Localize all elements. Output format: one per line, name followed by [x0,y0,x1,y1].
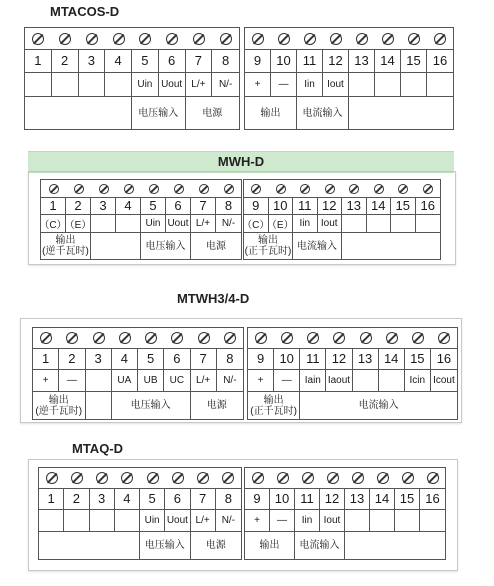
signal-label-11: Iain [300,370,326,392]
terminal-screw-icon [74,184,84,194]
signal-label-4 [116,215,141,233]
terminal-number-5: 5 [138,348,164,370]
section-title-mtwh: MTWH3/4-D [177,291,250,306]
terminal-number-10: 10 [270,488,295,510]
terminal-number-9: 9 [248,348,274,370]
terminal-number-12: 12 [320,488,345,510]
terminal-screw-icon [124,184,134,194]
signal-label-1 [25,73,52,97]
terminal-screw-icon [382,33,394,45]
terminal-number-1: 1 [33,348,59,370]
terminal-screw-icon [278,33,290,45]
terminal-number-9: 9 [245,49,271,73]
terminal-screw-icon [198,332,210,344]
terminal-number-2: 2 [66,197,91,215]
terminal-screw-icon [147,472,159,484]
terminal-screw-icon [93,332,105,344]
terminal-number-16: 16 [431,348,457,370]
terminal-screw-icon [434,33,446,45]
signal-label-1: + [33,370,59,392]
terminal-number-13: 13 [342,197,367,215]
terminal-number-7: 7 [191,348,217,370]
group-label: 输出 (逆千瓦时) [33,392,86,419]
terminal-number-14: 14 [375,49,401,73]
terminal-screw-icon [174,184,184,194]
signal-label-12: Iaout [326,370,352,392]
terminal-number-2: 2 [64,488,89,510]
signal-label-5: UB [138,370,164,392]
terminal-number-10: 10 [274,348,300,370]
terminal-screw-icon [222,472,234,484]
terminal-number-3: 3 [90,488,115,510]
terminal-screw-icon [199,184,209,194]
signal-label-2 [52,73,79,97]
terminal-number-15: 15 [395,488,420,510]
mtacos-d-right-terminal-block [244,27,454,130]
group-label: 电源 [206,240,226,252]
terminal-number-10: 10 [269,197,294,215]
terminal-screw-icon [356,33,368,45]
terminal-number-4: 4 [112,348,138,370]
terminal-screw-icon [438,332,450,344]
signal-label-15 [395,510,420,532]
group-label [345,532,445,559]
terminal-number-15: 15 [391,197,416,215]
terminal-screw-icon [325,184,335,194]
terminal-number-13: 13 [353,348,379,370]
signal-label-4 [105,73,132,97]
terminal-number-16: 16 [427,49,453,73]
terminal-screw-icon [166,33,178,45]
group-label: 输出 [245,532,295,559]
screw-row [245,468,445,489]
group-label: 电压输入 [112,392,191,419]
terminal-screw-icon [398,184,408,194]
signal-label-16: Icout [431,370,457,392]
terminal-number-6: 6 [166,197,191,215]
terminal-screw-icon [408,33,420,45]
terminal-screw-icon [66,332,78,344]
group-label [342,233,440,259]
signal-label-6: UC [164,370,190,392]
terminal-screw-icon [302,472,314,484]
terminal-screw-icon [71,472,83,484]
terminal-number-6: 6 [165,488,190,510]
signal-label-2 [64,510,89,532]
terminal-number-12: 12 [326,348,352,370]
signal-label-15 [401,73,427,97]
terminal-number-14: 14 [367,197,392,215]
terminal-screw-icon [307,332,319,344]
signal-label-15 [391,215,416,233]
terminal-screw-icon [327,472,339,484]
signal-label-11: Iin [295,510,320,532]
signal-label-8: N/- [212,73,239,97]
signal-label-12: Iout [318,215,343,233]
group-label: 输出 [245,97,297,129]
terminal-screw-icon [277,472,289,484]
signal-label-13 [349,73,375,97]
terminal-number-16: 16 [420,488,445,510]
group-label [349,97,453,129]
mtaq-d-left-terminal-block [38,467,242,560]
terminal-number-1: 1 [25,49,52,73]
terminal-screw-icon [423,184,433,194]
terminal-number-8: 8 [216,197,241,215]
terminal-screw-icon [352,472,364,484]
screw-row [244,180,440,198]
terminal-number-7: 7 [191,488,216,510]
section-title-mtacos: MTACOS-D [50,4,120,19]
signal-label-4 [115,510,140,532]
terminal-screw-icon [86,33,98,45]
terminal-number-2: 2 [59,348,85,370]
terminal-screw-icon [251,184,261,194]
terminal-number-5: 5 [140,488,165,510]
terminal-screw-icon [281,332,293,344]
signal-label-6: Uout [165,510,190,532]
signal-label-1: （C） [41,215,66,233]
signal-label-7: L/+ [191,370,217,392]
signal-label-16 [427,73,453,97]
terminal-screw-icon [377,472,389,484]
terminal-screw-icon [121,472,133,484]
terminal-screw-icon [99,184,109,194]
signal-label-12: Iout [323,73,349,97]
terminal-screw-icon [349,184,359,194]
terminal-screw-icon [172,472,184,484]
terminal-number-5: 5 [141,197,166,215]
terminal-number-9: 9 [245,488,270,510]
terminal-number-12: 12 [323,49,349,73]
terminal-number-10: 10 [271,49,297,73]
signal-label-8: N/- [216,215,241,233]
terminal-screw-icon [330,33,342,45]
signal-label-7: L/+ [186,73,213,97]
signal-label-6: Uout [166,215,191,233]
section-title-mwh: MWH-D [217,154,265,169]
terminal-screw-icon [360,332,372,344]
terminal-number-11: 11 [295,488,320,510]
group-label: 电压输入 [140,532,191,559]
signal-label-11: Iin [297,73,323,97]
screw-row [248,328,457,349]
signal-label-16 [416,215,441,233]
group-label: 输出 (正千瓦时) [248,392,300,419]
group-label: 输出 (逆千瓦时) [41,233,91,259]
signal-label-9: （C） [244,215,269,233]
terminal-screw-icon [40,332,52,344]
terminal-screw-icon [149,184,159,194]
signal-label-11: Iin [293,215,318,233]
signal-label-3 [79,73,106,97]
terminal-screw-icon [59,33,71,45]
terminal-number-7: 7 [191,197,216,215]
screw-row [33,328,243,349]
group-label [86,392,112,419]
terminal-number-8: 8 [216,488,241,510]
signal-label-6: Uout [159,73,186,97]
terminal-number-16: 16 [416,197,441,215]
terminal-screw-icon [46,472,58,484]
group-label: 电流输入 [295,532,345,559]
mtwh3-4-d-right-terminal-block [247,327,458,420]
terminal-screw-icon [171,332,183,344]
screw-row [245,28,453,50]
terminal-number-13: 13 [345,488,370,510]
signal-label-12: Iout [320,510,345,532]
terminal-screw-icon [113,33,125,45]
terminal-number-8: 8 [217,348,243,370]
group-label [91,233,141,259]
group-label: 电压输入 [132,97,186,129]
group-label: 电压输入 [141,233,191,259]
screw-row [25,28,239,50]
signal-label-16 [420,510,445,532]
signal-label-5: Uin [132,73,159,97]
terminal-number-7: 7 [186,49,213,73]
signal-label-5: Uin [141,215,166,233]
terminal-number-11: 11 [300,348,326,370]
terminal-screw-icon [333,332,345,344]
signal-label-9: + [245,73,271,97]
terminal-screw-icon [197,472,209,484]
signal-label-3 [90,510,115,532]
terminal-screw-icon [145,332,157,344]
signal-label-9: + [245,510,270,532]
terminal-screw-icon [32,33,44,45]
terminal-number-3: 3 [91,197,116,215]
terminal-screw-icon [374,184,384,194]
terminal-number-4: 4 [116,197,141,215]
terminal-screw-icon [255,332,267,344]
group-label: 电源 [205,540,226,551]
terminal-number-14: 14 [370,488,395,510]
signal-label-3 [86,370,112,392]
mtacos-d-left-terminal-block [24,27,240,130]
mwh-d-left-terminal-block [40,179,242,260]
terminal-number-15: 15 [405,348,431,370]
group-label: 电流输入 [358,400,399,411]
mwh-d-right-terminal-block [243,179,441,260]
signal-label-13 [345,510,370,532]
signal-label-8: N/- [216,510,241,532]
signal-label-10: — [270,510,295,532]
section-banner-mwh [28,151,454,173]
group-label: 输出 (正千瓦时) [244,235,292,257]
terminal-screw-icon [119,332,131,344]
terminal-number-6: 6 [164,348,190,370]
signal-label-14 [379,370,405,392]
terminal-number-14: 14 [379,348,405,370]
signal-label-4: UA [112,370,138,392]
signal-label-10: — [274,370,300,392]
signal-label-3 [91,215,116,233]
screw-row [41,180,241,198]
signal-label-14 [375,73,401,97]
signal-label-10: — [271,73,297,97]
signal-label-1 [39,510,64,532]
terminal-number-12: 12 [318,197,343,215]
signal-label-14 [367,215,392,233]
group-label: 电流输入 [293,233,342,259]
group-label [39,532,140,559]
signal-label-10: （E） [269,215,294,233]
terminal-screw-icon [412,332,424,344]
terminal-screw-icon [252,33,264,45]
group-label [25,97,132,129]
group-label: 电源 [206,400,227,411]
terminal-number-1: 1 [41,197,66,215]
terminal-number-13: 13 [349,49,375,73]
terminal-screw-icon [276,184,286,194]
group-label: 电源 [202,107,223,119]
signal-label-7: L/+ [191,510,216,532]
terminal-screw-icon [252,472,264,484]
terminal-number-15: 15 [401,49,427,73]
terminal-number-4: 4 [105,49,132,73]
screw-row [39,468,241,489]
terminal-screw-icon [427,472,439,484]
signal-label-7: L/+ [191,215,216,233]
mtwh3-4-d-left-terminal-block [32,327,244,420]
terminal-screw-icon [193,33,205,45]
signal-label-9: + [248,370,274,392]
signal-label-15: Icin [405,370,431,392]
terminal-number-11: 11 [293,197,318,215]
terminal-screw-icon [300,184,310,194]
terminal-number-8: 8 [212,49,239,73]
terminal-number-9: 9 [244,197,269,215]
terminal-screw-icon [386,332,398,344]
terminal-screw-icon [49,184,59,194]
terminal-number-3: 3 [86,348,112,370]
mtaq-d-right-terminal-block [244,467,446,560]
terminal-number-6: 6 [159,49,186,73]
signal-label-2: （E） [66,215,91,233]
terminal-screw-icon [139,33,151,45]
terminal-number-11: 11 [297,49,323,73]
signal-label-13 [342,215,367,233]
terminal-screw-icon [224,332,236,344]
terminal-screw-icon [220,33,232,45]
terminal-screw-icon [96,472,108,484]
signal-label-8: N/- [217,370,243,392]
signal-label-13 [353,370,379,392]
signal-label-5: Uin [140,510,165,532]
terminal-number-5: 5 [132,49,159,73]
terminal-number-4: 4 [115,488,140,510]
terminal-screw-icon [402,472,414,484]
terminal-number-2: 2 [52,49,79,73]
signal-label-14 [370,510,395,532]
group-label: 电流输入 [297,97,349,129]
terminal-screw-icon [224,184,234,194]
signal-label-2: — [59,370,85,392]
section-title-mtaq: MTAQ-D [72,441,124,456]
terminal-number-1: 1 [39,488,64,510]
terminal-screw-icon [304,33,316,45]
terminal-number-3: 3 [79,49,106,73]
